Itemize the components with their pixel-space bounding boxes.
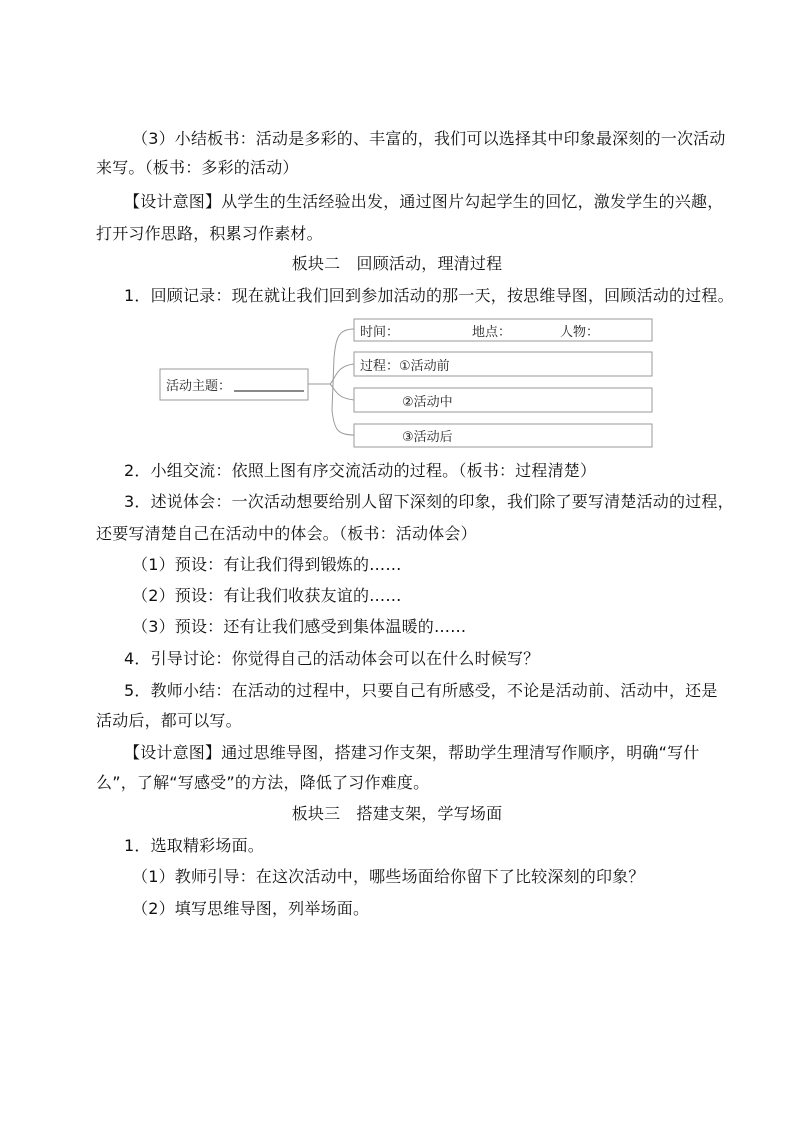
- paragraph-line: 3．述说体会：一次活动想要给别人留下深刻的印象，我们除了要写清楚活动的过程，: [124, 492, 734, 511]
- paragraph-line: 来写。（板书：多彩的活动）: [96, 158, 299, 177]
- paragraph-line: 1．选取精彩场面。: [124, 836, 264, 855]
- paragraph-line: 么”，了解“写感受”的方法，降低了习作难度。: [96, 773, 430, 792]
- paragraph-line: （1）预设：有让我们得到锻炼的……: [132, 555, 402, 574]
- mind-map-diagram: [158, 318, 654, 449]
- paragraph-line: 5．教师小结：在活动的过程中，只要自己有所感受，不论是活动前、活动中，还是: [124, 681, 718, 700]
- section-heading-3: 板块三 搭建支架，学写场面: [291, 804, 503, 823]
- paragraph-line: （2）填写思维导图，列举场面。: [132, 899, 370, 918]
- paragraph-line: 活动后，都可以写。: [96, 711, 242, 730]
- design-intent-line: 【设计意图】从学生的生活经验出发，通过图片勾起学生的回忆，激发学生的兴趣，: [124, 192, 724, 211]
- mind-map-after-label: ③活动后: [402, 430, 453, 445]
- section-heading-2: 板块二 回顾活动，理清过程: [291, 254, 503, 273]
- design-intent-line: 【设计意图】通过思维导图，搭建习作支架，帮助学生理清写作顺序，明确“写什: [124, 743, 700, 762]
- mind-map-during-label: ②活动中: [402, 395, 453, 410]
- paragraph-line: （2）预设：有让我们收获友谊的……: [132, 586, 402, 605]
- paragraph-line: （3）预设：还有让我们感受到集体温暖的……: [132, 617, 467, 636]
- paragraph-line: （1）教师引导：在这次活动中，哪些场面给你留下了比较深刻的印象？: [132, 867, 645, 886]
- paragraph-line: 还要写清楚自己在活动中的体会。（板书：活动体会）: [96, 524, 477, 543]
- mind-map-people-label: 人物：: [560, 325, 600, 340]
- mind-map-time-label: 时间：: [360, 325, 400, 340]
- mind-map-place-label: 地点：: [472, 325, 512, 340]
- paragraph-line: 2．小组交流：依照上图有序交流活动的过程。（板书：过程清楚）: [124, 461, 597, 480]
- paragraph-line: 1．回顾记录：现在就让我们回到参加活动的那一天，按思维导图，回顾活动的过程。: [124, 286, 734, 305]
- paragraph-line: 打开习作思路，积累习作素材。: [96, 224, 323, 243]
- paragraph-line: （3）小结板书：活动是多彩的、丰富的，我们可以选择其中印象最深刻的一次活动: [132, 129, 726, 148]
- paragraph-line: 4．引导讨论：你觉得自己的活动体会可以在什么时候写？: [124, 649, 540, 668]
- mind-map-root-label: 活动主题：: [166, 379, 232, 394]
- mind-map-process-label: 过程：①活动前: [360, 359, 450, 374]
